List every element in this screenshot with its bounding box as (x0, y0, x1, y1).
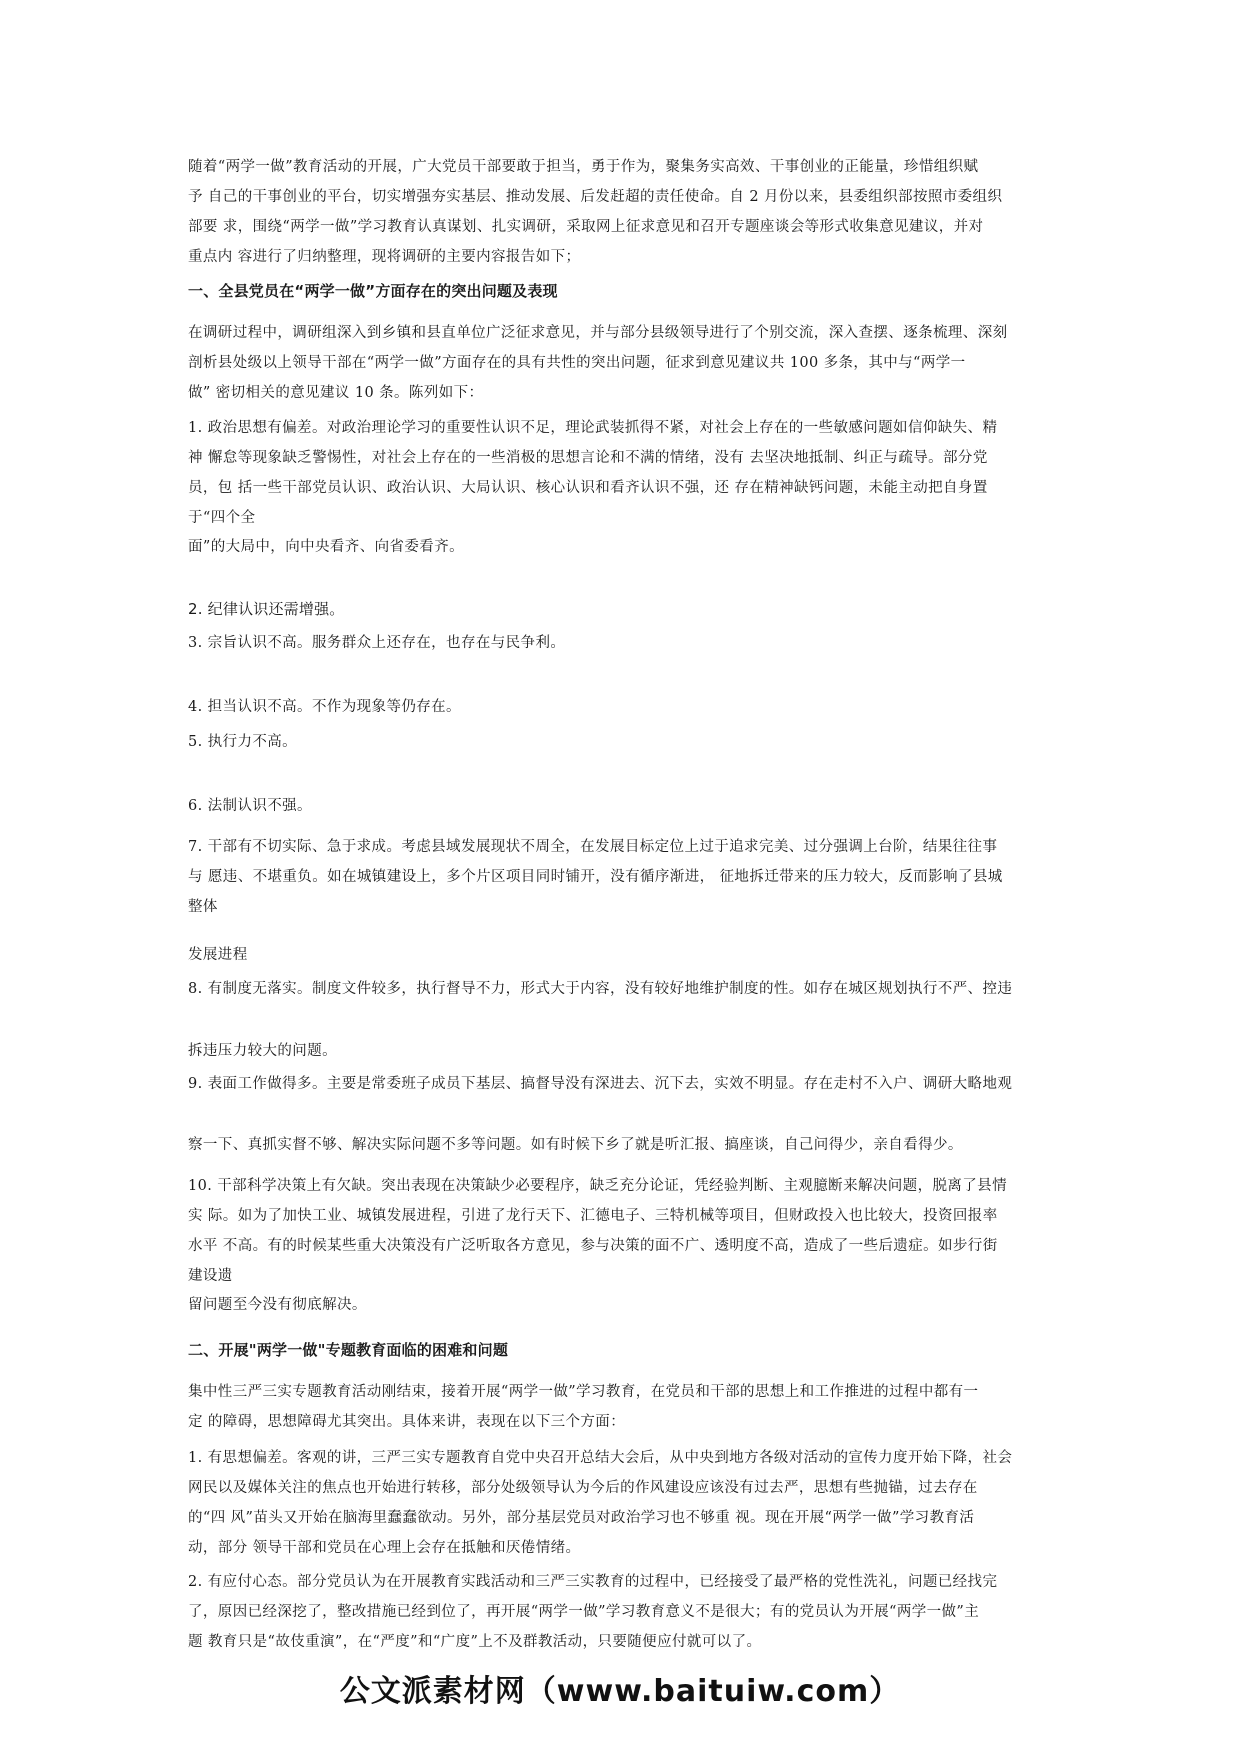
section1-item-10-continuation: 留问题至今没有彻底解决。 (188, 1297, 367, 1313)
text-line: 集中性三严三实专题教育活动刚结束，接着开展“两学一做”学习教育，在党员和干部的思想上和工作推进的过程中都有一 (188, 1384, 979, 1400)
section2-item-1 (188, 1443, 1054, 1563)
text-line: 建设遗 (188, 1268, 233, 1284)
text-line: 于“四个全 (188, 510, 256, 526)
section1-item-8-continuation: 拆违压力较大的问题。 (188, 1043, 337, 1059)
text-line: 动，部分 领导干部和党员在心理上会存在抵触和厌倦情绪。 (188, 1540, 581, 1556)
text-line: 与 愿违、不堪重负。如在城镇建设上，多个片区项目同时铺开，没有循序渐进， 征地拆迁带来的压力较大，反而影响了县城 (188, 869, 1003, 885)
section1-item-9-continuation: 察一下、真抓实督不够、解决实际问题不多等问题。如有时候下乡了就是听汇报、搞座谈，自己问得少，亲自看得少。 (188, 1137, 963, 1153)
section-heading-2: 二、开展"两学一做"专题教育面临的困难和问题 (188, 1341, 509, 1359)
section1-intro-paragraph (188, 318, 1054, 408)
section1-item-10 (188, 1171, 1054, 1291)
intro-paragraph (188, 152, 1054, 272)
section-heading-1: 一、全县党员在“两学一做”方面存在的突出问题及表现 (188, 282, 558, 300)
text-line: 7. 干部有不切实际、急于求成。考虑县域发展现状不周全，在发展目标定位上过于追求完美、过分强调上台阶，结果往往事 (188, 839, 998, 855)
text-line: 实 际。如为了加快工业、城镇发展进程，引进了龙行天下、汇德电子、三特机械等项目，但财政投入也比较大，投资回报率 (188, 1208, 998, 1224)
text-line: 员，包 括一些干部党员认识、政治认识、大局认识、核心认识和看齐认识不强，还 存在精神缺钙问题，未能主动把自身置 (188, 480, 988, 496)
section1-item-1-continuation: 面”的大局中，向中央看齐、向省委看齐。 (188, 539, 465, 555)
section1-item-7 (188, 832, 1054, 922)
text-line: 定 的障碍，思想障碍尤其突出。具体来讲，表现在以下三个方面： (188, 1414, 626, 1430)
text-line: 水平 不高。有的时候某些重大决策没有广泛听取各方意见，参与决策的面不广、透明度不高，造成了一些后遗症。如步行街 (188, 1238, 998, 1254)
text-line: 做” 密切相关的意见建议 10 条。陈列如下： (188, 385, 484, 401)
text-line: 部要 求，围绕“两学一做”学习教育认真谋划、扎实调研，采取网上征求意见和召开专题座谈会等形式收集意见建议，并对 (188, 219, 984, 235)
text-line: 10. 干部科学决策上有欠缺。突出表现在决策缺少必要程序，缺乏充分论证，凭经验判断、主观臆断来解决问题，脱离了县情 (188, 1178, 1007, 1194)
section1-item-7-continuation: 发展进程 (188, 947, 248, 963)
text-line: 2. 有应付心态。部分党员认为在开展教育实践活动和三严三实教育的过程中，已经接受了最严格的党性洗礼，问题已经找完 (188, 1574, 998, 1590)
section1-item-9: 9. 表面工作做得多。主要是常委班子成员下基层、搞督导没有深进去、沉下去，实效不明显。存在走村不入户、调研大略地观 (188, 1076, 1013, 1092)
text-line: 剖析县处级以上领导干部在“两学一做”方面存在的具有共性的突出问题，征求到意见建议共 100 多条，其中与“两学一 (188, 355, 966, 371)
section2-item-2 (188, 1567, 1054, 1657)
section2-intro-paragraph (188, 1377, 1054, 1437)
text-line: 随着“两学一做”教育活动的开展，广大党员干部要敢于担当，勇于作为，聚集务实高效、干事创业的正能量，珍惜组织赋 (188, 159, 979, 175)
text-line: 题 教育只是“故伎重演”，在“严度”和“广度”上不及群教活动，只要随便应付就可以了。 (188, 1634, 762, 1650)
section1-item-6: 6. 法制认识不强。 (188, 798, 312, 814)
text-line: 网民以及媒体关注的焦点也开始进行转移，部分处级领导认为今后的作风建设应该没有过去严，思想有些抛锚，过去存在 (188, 1480, 978, 1496)
text-line: 的“四 风”苗头又开始在脑海里蠢蠢欲动。另外，部分基层党员对政治学习也不够重 视。现在开展“两学一做”学习教育活 (188, 1510, 975, 1526)
section1-item-4: 4. 担当认识不高。不作为现象等仍存在。 (188, 699, 461, 715)
section1-item-2: 2. 纪律认识还需增强。 (188, 600, 345, 618)
section1-item-5: 5. 执行力不高。 (188, 734, 298, 750)
section1-item-1 (188, 413, 1054, 533)
text-line: 在调研过程中，调研组深入到乡镇和县直单位广泛征求意见，并与部分县级领导进行了个别交流，深入查摆、逐条梳理、深刻 (188, 325, 1008, 341)
text-line: 予 自己的干事创业的平台，切实增强夯实基层、推动发展、后发赶超的责任使命。自 2 月份以来，县委组织部按照市委组织 (188, 189, 1003, 205)
text-line: 了，原因已经深挖了，整改措施已经到位了，再开展“两学一做”学习教育意义不是很大；有的党员认为开展“两学一做”主 (188, 1604, 980, 1620)
text-line: 重点内 容进行了归纳整理，现将调研的主要内容报告如下； (188, 249, 581, 265)
section1-item-3: 3. 宗旨认识不高。服务群众上还存在，也存在与民争利。 (188, 635, 566, 651)
text-line: 1. 有思想偏差。客观的讲，三严三实专题教育自党中央召开总结大会后，从中央到地方各级对活动的宣传力度开始下降，社会 (188, 1450, 1013, 1466)
footer-watermark: 公文派素材网（www.baituiw.com） (339, 1674, 901, 1709)
section1-item-8: 8. 有制度无落实。制度文件较多，执行督导不力，形式大于内容，没有较好地维护制度的性。如存在城区规划执行不严、控违 (188, 981, 1013, 997)
text-line: 1. 政治思想有偏差。对政治理论学习的重要性认识不足，理论武装抓得不紧，对社会上存在的一些敏感问题如信仰缺失、精 (188, 420, 998, 436)
text-line: 整体 (188, 899, 218, 915)
text-line: 神 懈怠等现象缺乏警惕性，对社会上存在的一些消极的思想言论和不满的情绪，没有 去坚决地抵制、纠正与疏导。部分党 (188, 450, 988, 466)
